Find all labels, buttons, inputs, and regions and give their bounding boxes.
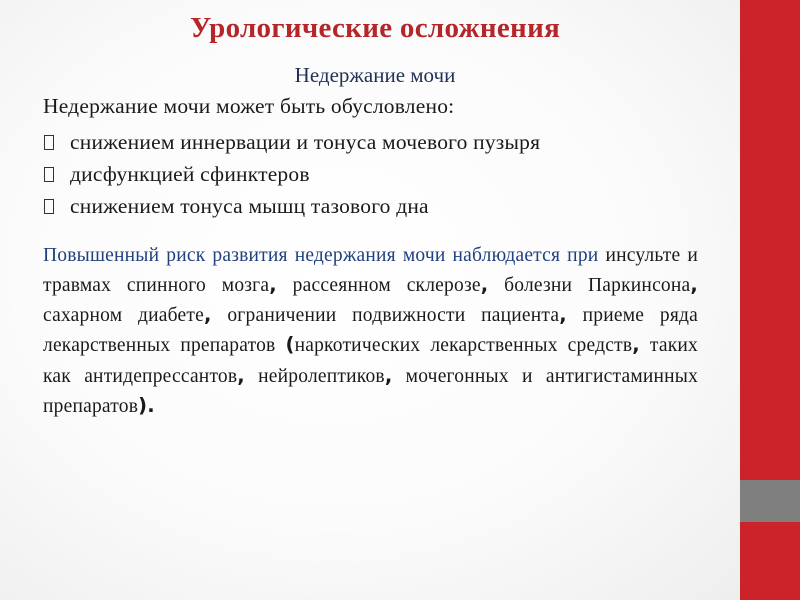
intro-text: Недержание мочи может быть обусловлено: (43, 94, 455, 118)
bullet-text: снижением тонуса мышц тазового дна (70, 193, 429, 218)
empty-square-bullet-icon (44, 167, 54, 182)
bullet-text: снижением иннервации и тонуса мочевого пузыря (70, 129, 541, 154)
slide-title: Урологические осложнения (189, 12, 561, 44)
list-item (44, 126, 540, 158)
empty-square-bullet-icon (44, 199, 54, 214)
gray-side-block (740, 480, 800, 522)
bullet-list (44, 126, 540, 222)
risk-paragraph (43, 241, 698, 422)
list-item (44, 190, 540, 222)
list-item (44, 158, 540, 190)
risk-paragraph-body: инсульте и травмах спинного мозга, рассеянном склерозе, болезни Паркинсона, сахарном диабете, ограничении подвижности пациента, приеме ряда лекарственных препаратов (наркотических лекарственных средств, таких как антидепрессантов, нейролептиков, мочегонных и антигистаминных препаратов). (43, 244, 699, 417)
slide-subtitle: Недержание мочи (294, 63, 456, 87)
risk-paragraph-highlight: Повышенный риск развития недержания мочи наблюдается при (43, 244, 599, 266)
bullet-text: дисфункцией сфинктеров (70, 161, 310, 186)
empty-square-bullet-icon (44, 135, 54, 150)
